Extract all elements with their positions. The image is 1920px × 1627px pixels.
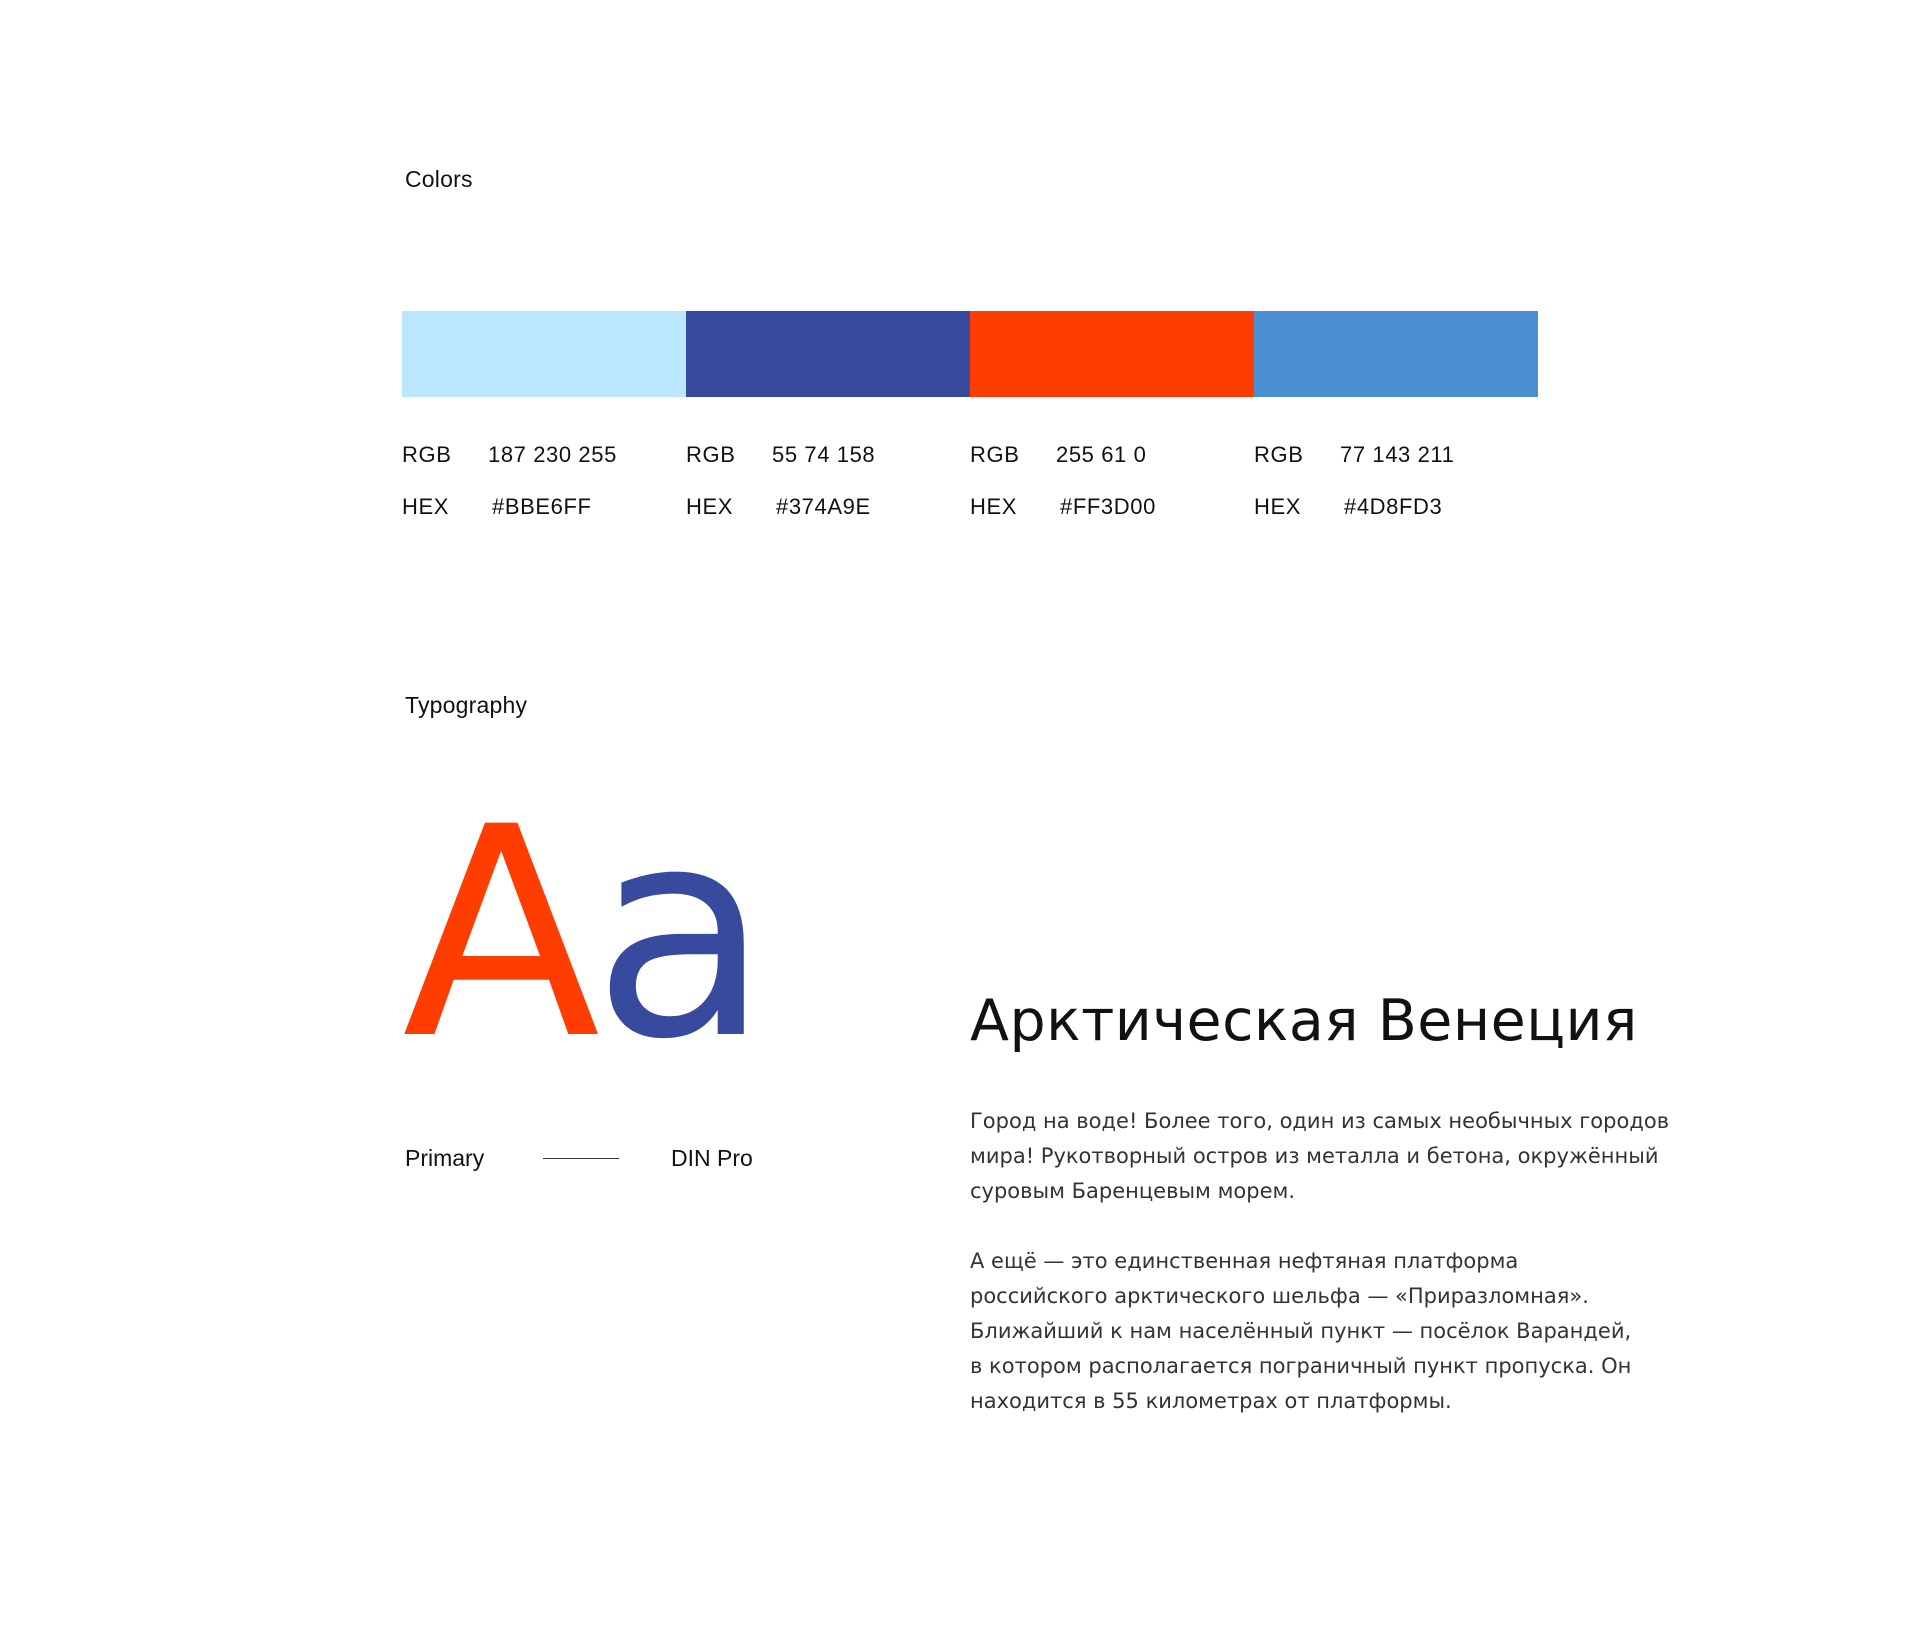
rgb-value: 77 143 211 — [1340, 442, 1455, 467]
swatch-orange — [970, 311, 1254, 397]
color-spec-dark-blue — [686, 440, 970, 522]
font-role: Primary — [405, 1145, 485, 1171]
specimen-uppercase: A — [402, 766, 593, 1103]
colors-heading: Colors — [405, 166, 473, 192]
hex-value: #BBE6FF — [492, 494, 592, 519]
text-line: А ещё — это единственная нефтяная платформа — [970, 1249, 1519, 1273]
rgb-row — [402, 440, 686, 470]
color-specs — [402, 440, 1538, 522]
color-spec-medium-blue — [1254, 440, 1538, 522]
color-palette-bar — [402, 311, 1538, 397]
hex-row — [970, 492, 1254, 522]
rgb-label: RGB — [970, 442, 1020, 467]
rgb-label: RGB — [1254, 442, 1304, 467]
text-line: суровым Баренцевым морем. — [970, 1179, 1296, 1203]
text-line: российского арктического шельфа — «Приразломная». — [970, 1284, 1589, 1308]
hex-value: #FF3D00 — [1060, 494, 1156, 519]
rgb-value: 55 74 158 — [772, 442, 876, 467]
hex-row — [402, 492, 686, 522]
rgb-row — [1254, 440, 1538, 470]
text-line: в котором располагается пограничный пункт пропуска. Он — [970, 1354, 1632, 1378]
swatch-light-blue — [402, 311, 686, 397]
text-line: находится в 55 километрах от платформы. — [970, 1389, 1452, 1413]
hex-row — [686, 492, 970, 522]
hex-value: #4D8FD3 — [1344, 494, 1443, 519]
text-line: Город на воде! Более того, один из самых необычных городов — [970, 1109, 1670, 1133]
sample-paragraph-2 — [970, 1244, 1710, 1419]
rgb-value: 187 230 255 — [488, 442, 617, 467]
rgb-row — [686, 440, 970, 470]
swatch-medium-blue — [1254, 311, 1538, 397]
text-line: Ближайший к нам населённый пункт — посёлок Варандей, — [970, 1319, 1632, 1343]
font-name: DIN Pro — [671, 1145, 753, 1171]
rgb-label: RGB — [402, 442, 452, 467]
sample-paragraph-1 — [970, 1104, 1710, 1209]
rgb-row — [970, 440, 1254, 470]
text-line: мира! Рукотворный остров из металла и бетона, окружённый — [970, 1144, 1659, 1168]
hex-label: HEX — [970, 494, 1018, 519]
hex-label: HEX — [686, 494, 734, 519]
hex-row — [1254, 492, 1538, 522]
color-spec-light-blue — [402, 440, 686, 522]
font-meta — [405, 1145, 753, 1172]
type-specimen — [402, 766, 763, 1103]
color-spec-orange — [970, 440, 1254, 522]
hex-label: HEX — [402, 494, 450, 519]
specimen-lowercase: a — [592, 766, 763, 1103]
swatch-dark-blue — [686, 311, 970, 397]
sample-body — [970, 1104, 1710, 1419]
sample-title: Арктическая Венеция — [970, 988, 1638, 1054]
divider-line — [543, 1158, 619, 1159]
typography-heading: Typography — [405, 692, 528, 718]
hex-value: #374A9E — [776, 494, 871, 519]
rgb-value: 255 61 0 — [1056, 442, 1147, 467]
rgb-label: RGB — [686, 442, 736, 467]
hex-label: HEX — [1254, 494, 1302, 519]
